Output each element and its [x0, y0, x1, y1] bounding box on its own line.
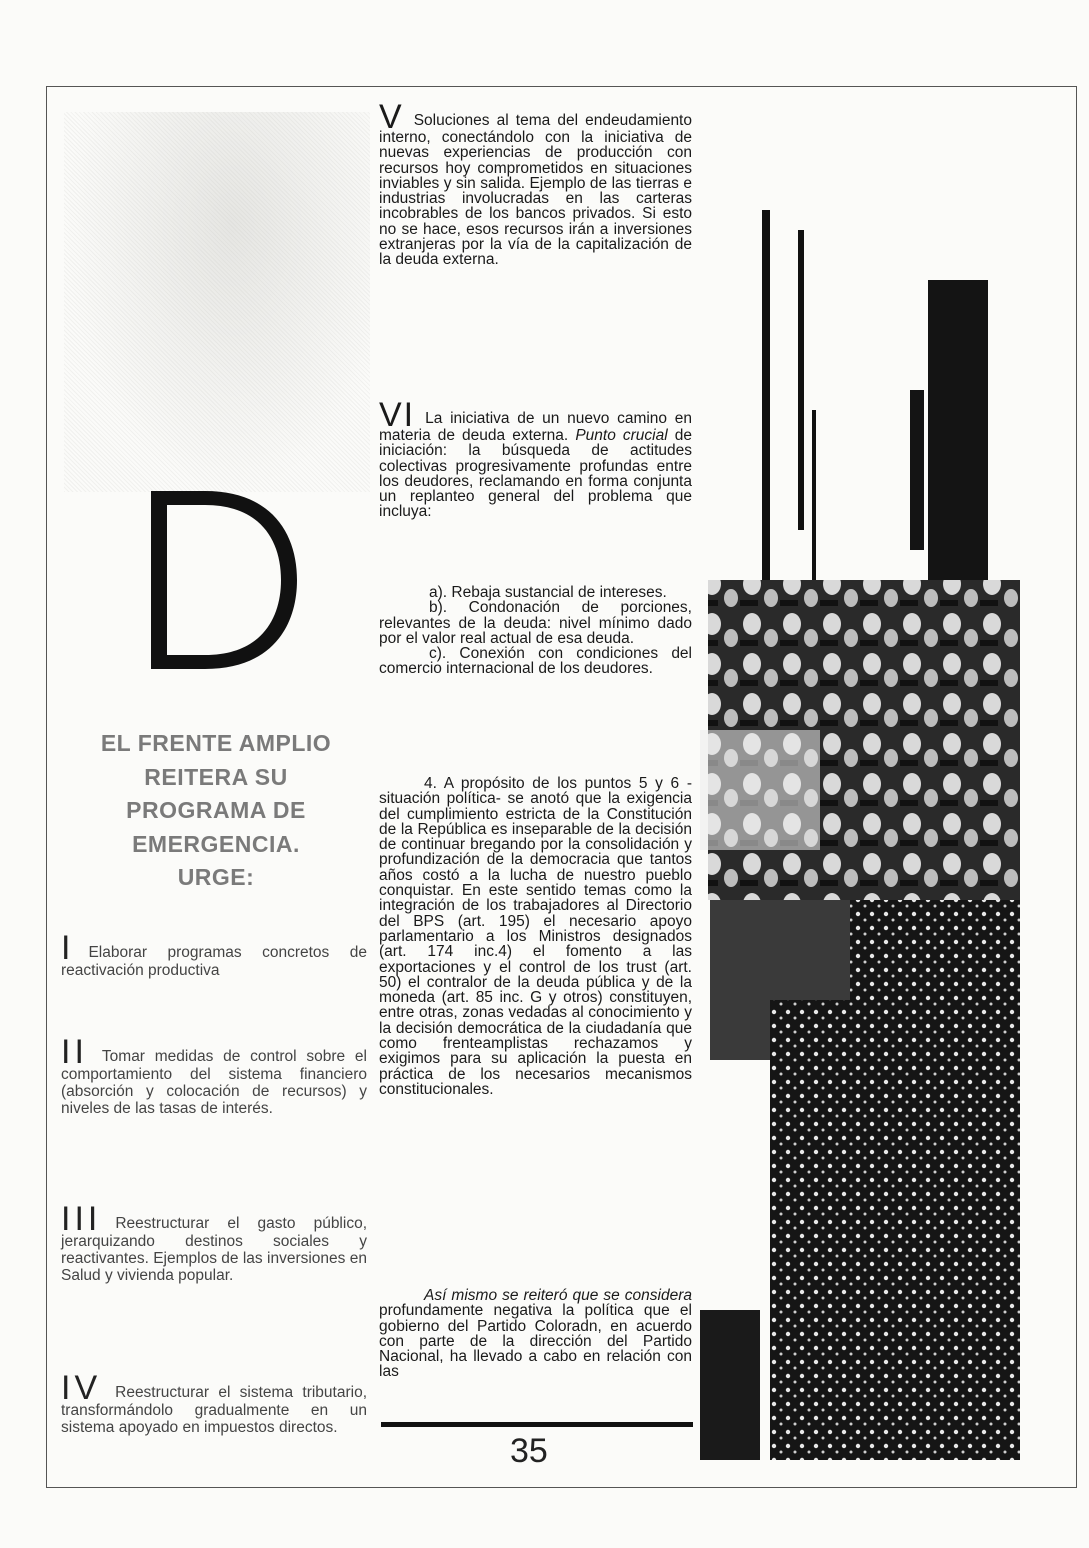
headline-line: EL FRENTE AMPLIO: [100, 730, 332, 756]
paragraph-4: [379, 776, 692, 1097]
item-number: I: [61, 929, 75, 967]
section-text: Soluciones al tema del endeudamiento interno, conectándolo con la iniciativa de nuevas experiencias de producción con recursos hoy comprometidos en situaciones inviables y sin salida. Ejemplo de las tierras e industrias involucradas en las carteras incobrables de los bancos privados. Si esto no se hace, esos recursos irán a inversiones extranjeras por la vía de la capitalización de la deuda externa.: [379, 112, 692, 269]
item-number: III: [61, 1200, 102, 1238]
point-a: a). Rebaja sustancial de intereses.: [429, 584, 667, 601]
headline-line: EMERGENCIA.: [132, 830, 300, 857]
point-c: c). Conexión con condiciones del comercio internacional de los deudores.: [379, 645, 692, 678]
crowd-photograph: [700, 210, 1020, 1460]
column-rule: [381, 1422, 693, 1427]
closing-paragraph: [379, 1288, 692, 1380]
item-number: IV: [61, 1369, 102, 1407]
halftone-background: [64, 112, 370, 492]
section-vi: [379, 396, 693, 521]
headline-line: URGE:: [177, 864, 255, 890]
program-item-4: [61, 1369, 367, 1436]
section-number: V: [379, 98, 404, 136]
point-b: b). Condonación de porciones, relevantes de la deuda: nivel mínimo dado por el valor real actual de esa deuda.: [379, 599, 692, 647]
section-text: de iniciación: la búsqueda de actitudes colectivas progresivamente profundas entre los deudores, reclamando en forma conjunta un replanteo general del problema que incluya:: [379, 427, 693, 521]
item-text: Tomar medidas de control sobre el comportamiento del sistema financiero (absorción y colocación de recursos) y niveles de las tasas de interés.: [61, 1048, 367, 1117]
paragraph-text: 4. A propósito de los puntos 5 y 6 -situación política- se anotó que la exigencia del cumplimiento estricta de la Constitución de la República es inseparable de la decisión de continuar bregando por la consolidación y profundización de la democracia que tantos años costó a la lucha de nuestro pueblo conquistar. En este sentido temas como la integración de los trabajadores al Directorio del BPS (art. 195) el necesario apoyo parlamentario a los Ministros designados (art. 174 inc.4) el fomento a las exportaciones y el control de los trust (art. 50) el contralor de la deuda pública y de la moneda (art. 85 inc. G y otros) constituyen, entre otras, zonas vedadas al conocimiento y la decisión democrática de la ciudadanía que como frenteamplistas rechazamos y exigimos para su aplicación la puesta en práctica de los necesarios mecanismos constitucionales.: [379, 775, 692, 1098]
headline: [66, 727, 366, 895]
item-number: II: [61, 1033, 88, 1071]
item-text: Reestructurar el gasto público, jerarquizando destinos sociales y reactivantes. Ejemplos de las inversiones en Salud y vivienda popular.: [61, 1215, 367, 1284]
svg-text:D: D: [223, 585, 224, 586]
item-text: Elaborar programas concretos de reactivación productiva: [61, 944, 367, 979]
headline-line: REITERA SU: [144, 763, 288, 790]
points-list: [379, 585, 692, 677]
section-number: VI: [379, 396, 416, 434]
section-v: [379, 98, 692, 269]
page-number: 35: [510, 1432, 548, 1470]
program-item-1: [61, 929, 367, 979]
italic-lead: Así mismo se reiteró que se considera: [424, 1287, 692, 1304]
section-text-italic: Punto crucial: [575, 427, 668, 444]
section-text: La iniciativa de un nuevo camino en materia de deuda externa.: [379, 410, 692, 444]
headline-line: PROGRAMA DE: [126, 797, 306, 823]
paragraph-text: profundamente negativa la política que el gobierno del Partido Coloradn, en acuerdo con parte de la dirección del Partido Nacional, ha llevado a cabo en relación con las: [379, 1302, 692, 1381]
item-text: Reestructurar el sistema tributario, transformándolo gradualmente en un sistema apoyado en impuestos directos.: [61, 1384, 367, 1436]
program-item-3: [61, 1200, 367, 1284]
program-item-2: [61, 1033, 367, 1117]
big-letter-d: [143, 485, 303, 675]
